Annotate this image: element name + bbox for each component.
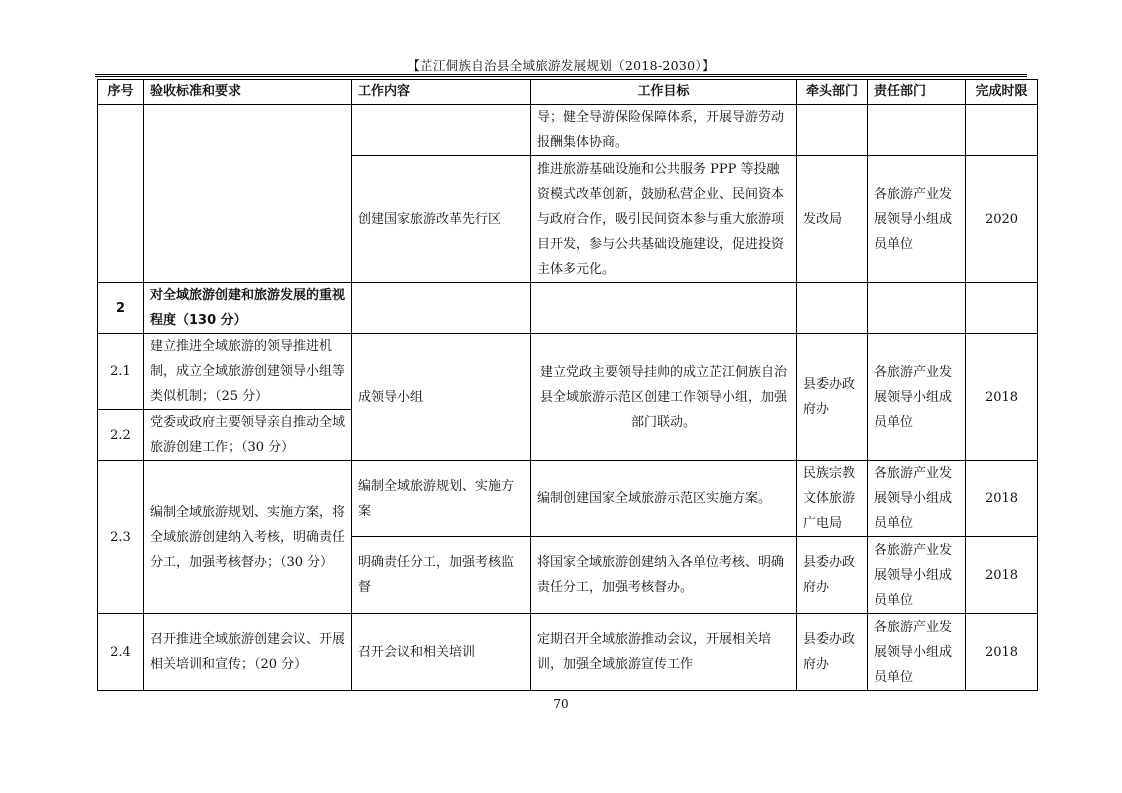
- cell-resp-dept: 各旅游产业发展领导小组成员单位: [868, 461, 966, 537]
- document-header: 【芷江侗族自治县全域旅游发展规划（2018-2030）】: [407, 58, 715, 73]
- col-header-content: 工作内容: [352, 80, 531, 105]
- cell-no: 2.2: [98, 410, 144, 461]
- cell-empty: [352, 283, 531, 334]
- cell-lead-dept: 县委办政府办: [797, 614, 868, 691]
- cell-deadline: 2018: [966, 461, 1038, 537]
- cell-lead-dept: 县委办政府办: [797, 537, 868, 614]
- cell-standard: 召开推进全域旅游创建会议、开展相关培训和宣传；（20 分）: [144, 614, 352, 691]
- cell-target: 导；健全导游保险保障体系，开展导游劳动报酬集体协商。: [531, 105, 797, 156]
- table-row: [98, 334, 1038, 410]
- cell-target: 推进旅游基础设施和公共服务 PPP 等投融资模式改革创新，鼓励私营企业、民间资本与政府合作，吸引民间资本参与重大旅游项目开发，参与公共基础设施建设，促进投资主体多元化。: [531, 156, 797, 283]
- header-rule: [95, 74, 1027, 77]
- cell-empty: [966, 283, 1038, 334]
- cell-resp-dept: 各旅游产业发展领导小组成员单位: [868, 334, 966, 461]
- col-header-target: 工作目标: [531, 80, 797, 105]
- cell-target: 将国家全域旅游创建纳入各单位考核、明确责任分工，加强考核督办。: [531, 537, 797, 614]
- cell-empty: [868, 283, 966, 334]
- cell-content: 创建国家旅游改革先行区: [352, 156, 531, 283]
- col-header-no: 序号: [98, 80, 144, 105]
- cell-empty: [531, 283, 797, 334]
- section-number: 2: [98, 283, 144, 334]
- col-header-lead-dept: 牵头部门: [797, 80, 868, 105]
- cell-standard: [144, 105, 352, 283]
- cell-deadline: 2018: [966, 614, 1038, 691]
- cell-standard: 编制全域旅游规划、实施方案，将全域旅游创建纳入考核，明确责任分工，加强考核督办；（30 分）: [144, 461, 352, 614]
- cell-lead-dept: 民族宗教文体旅游广电局: [797, 461, 868, 537]
- cell-lead-dept: 发改局: [797, 156, 868, 283]
- table-header-row: [98, 80, 1038, 105]
- section-row: [98, 283, 1038, 334]
- cell-target: 建立党政主要领导挂帅的成立芷江侗族自治县全域旅游示范区创建工作领导小组，加强部门联动。: [531, 334, 797, 461]
- cell-deadline: 2018: [966, 537, 1038, 614]
- cell-deadline: 2018: [966, 334, 1038, 461]
- cell-standard: 党委或政府主要领导亲自推动全域旅游创建工作；（30 分）: [144, 410, 352, 461]
- cell-resp-dept: [868, 105, 966, 156]
- acceptance-table: [97, 79, 1038, 691]
- col-header-resp-dept: 责任部门: [868, 80, 966, 105]
- cell-content: [352, 105, 531, 156]
- cell-content: 召开会议和相关培训: [352, 614, 531, 691]
- col-header-deadline: 完成时限: [966, 80, 1038, 105]
- cell-standard: 建立推进全域旅游的领导推进机制，成立全域旅游创建领导小组等类似机制；（25 分）: [144, 334, 352, 410]
- table-row: [98, 461, 1038, 537]
- cell-content: 编制全域旅游规划、实施方案: [352, 461, 531, 537]
- cell-no: 2.3: [98, 461, 144, 614]
- cell-resp-dept: 各旅游产业发展领导小组成员单位: [868, 156, 966, 283]
- cell-no: 2.1: [98, 334, 144, 410]
- cell-target: 定期召开全域旅游推动会议，开展相关培训，加强全域旅游宣传工作: [531, 614, 797, 691]
- cell-target: 编制创建国家全域旅游示范区实施方案。: [531, 461, 797, 537]
- cell-lead-dept: [797, 105, 868, 156]
- cell-no: 2.4: [98, 614, 144, 691]
- cell-content: 明确责任分工，加强考核监督: [352, 537, 531, 614]
- table-row: [98, 105, 1038, 156]
- table-row: [98, 614, 1038, 691]
- cell-lead-dept: 县委办政府办: [797, 334, 868, 461]
- cell-deadline: [966, 105, 1038, 156]
- section-title: 对全域旅游创建和旅游发展的重视程度（130 分）: [144, 283, 352, 334]
- cell-content: 成领导小组: [352, 334, 531, 461]
- cell-no: [98, 105, 144, 283]
- cell-empty: [797, 283, 868, 334]
- cell-resp-dept: 各旅游产业发展领导小组成员单位: [868, 537, 966, 614]
- cell-deadline: 2020: [966, 156, 1038, 283]
- cell-resp-dept: 各旅游产业发展领导小组成员单位: [868, 614, 966, 691]
- page-number: 70: [553, 697, 569, 711]
- col-header-standard: 验收标准和要求: [144, 80, 352, 105]
